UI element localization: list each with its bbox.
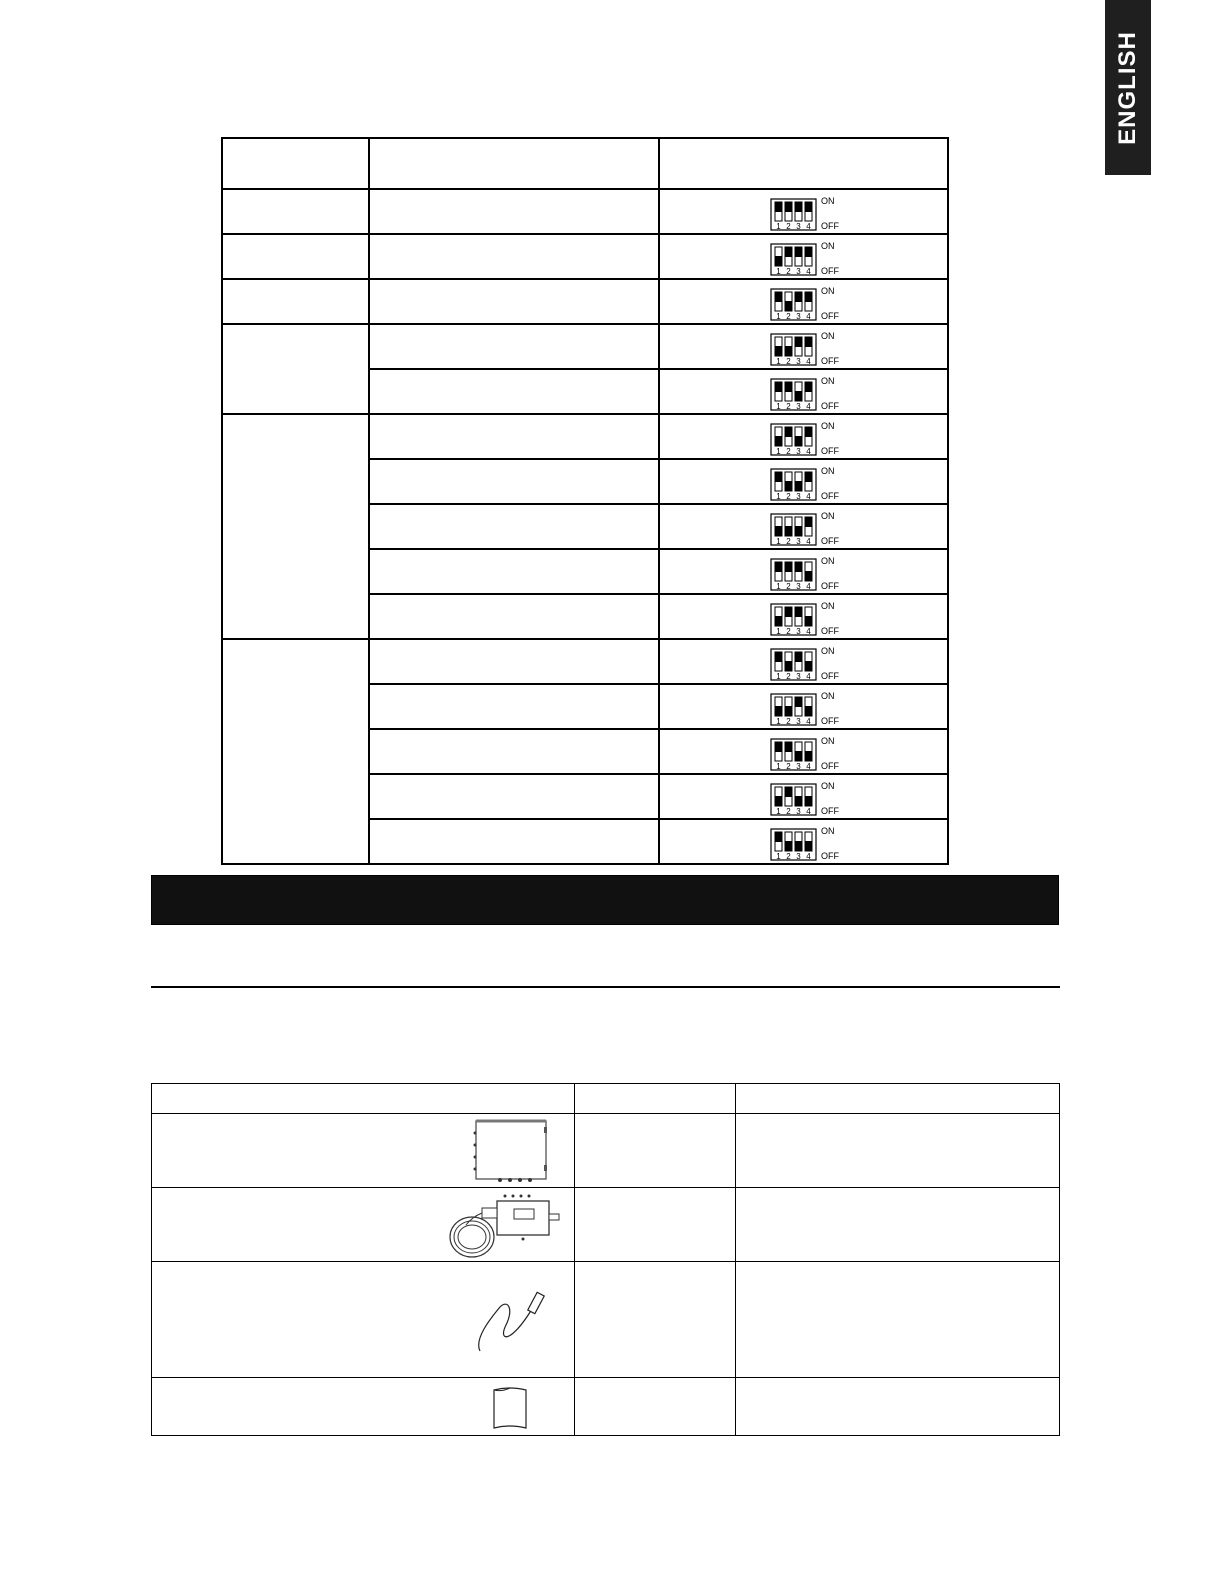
dip-number: 3 xyxy=(795,807,801,816)
dip-lever-off xyxy=(805,616,812,626)
dip-cell xyxy=(659,324,948,369)
dip-number: 2 xyxy=(785,627,791,636)
dip-switch-table xyxy=(221,137,949,865)
group-cell xyxy=(222,234,369,279)
off-label: OFF xyxy=(820,266,839,276)
dip-number: 3 xyxy=(795,852,801,861)
dip-number: 3 xyxy=(795,717,801,726)
dip-lever-off xyxy=(805,841,812,851)
dip-lever-on xyxy=(795,562,802,572)
dip-switch-13 xyxy=(770,780,850,816)
desc-cell xyxy=(369,549,658,594)
dip-lever-off xyxy=(775,256,782,266)
divider-line xyxy=(151,986,1060,988)
dip-switch-graphic xyxy=(770,195,850,231)
dip-lever-off xyxy=(775,706,782,716)
header-cell xyxy=(659,138,948,189)
part-cell xyxy=(736,1114,1060,1188)
dip-cell xyxy=(659,819,948,864)
off-label: OFF xyxy=(820,491,839,501)
part-cell xyxy=(575,1188,736,1262)
off-label: OFF xyxy=(820,851,839,861)
part-cell xyxy=(152,1114,575,1188)
dip-switch-9 xyxy=(770,600,850,636)
dip-number: 1 xyxy=(775,852,781,861)
dip-number: 4 xyxy=(805,672,811,681)
dip-number: 1 xyxy=(775,492,781,501)
dip-lever-on xyxy=(775,652,782,662)
off-label: OFF xyxy=(820,626,839,636)
dip-cell xyxy=(659,414,948,459)
dip-lever-off xyxy=(795,436,802,446)
dip-number: 3 xyxy=(795,447,801,456)
parts-header-cell xyxy=(575,1084,736,1114)
part-cell xyxy=(575,1262,736,1378)
dip-number: 2 xyxy=(785,357,791,366)
off-label: OFF xyxy=(820,716,839,726)
dip-cell xyxy=(659,639,948,684)
dip-number: 3 xyxy=(795,672,801,681)
on-label: ON xyxy=(820,466,835,476)
dip-number: 2 xyxy=(785,672,791,681)
parts-header-cell xyxy=(736,1084,1060,1114)
dip-number: 3 xyxy=(795,267,801,276)
desc-cell xyxy=(369,414,658,459)
desc-cell xyxy=(369,234,658,279)
dip-lever-off xyxy=(805,661,812,671)
dip-lever-on xyxy=(795,337,802,347)
part-cell xyxy=(152,1188,575,1262)
dip-number: 3 xyxy=(795,762,801,771)
dip-switch-graphic xyxy=(770,780,850,816)
part-cell xyxy=(152,1378,575,1436)
dip-lever-on xyxy=(785,202,792,212)
dip-number: 2 xyxy=(785,402,791,411)
language-tab-label: ENGLISH xyxy=(1114,30,1141,145)
dip-switch-0 xyxy=(770,195,850,231)
on-label: ON xyxy=(820,691,835,701)
dip-cell xyxy=(659,774,948,819)
dip-number: 1 xyxy=(775,222,781,231)
dip-lever-off xyxy=(785,346,792,356)
dip-switch-graphic xyxy=(770,420,850,456)
dip-number: 2 xyxy=(785,582,791,591)
dip-number: 4 xyxy=(805,357,811,366)
dip-switch-graphic xyxy=(770,330,850,366)
dip-switch-14 xyxy=(770,825,850,861)
desc-cell xyxy=(369,369,658,414)
off-label: OFF xyxy=(820,536,839,546)
dip-lever-on xyxy=(805,247,812,257)
group-cell xyxy=(222,639,369,864)
desc-cell xyxy=(369,459,658,504)
dip-switch-graphic xyxy=(770,600,850,636)
desc-cell xyxy=(369,729,658,774)
group-cell xyxy=(222,414,369,639)
dip-number: 4 xyxy=(805,582,811,591)
off-label: OFF xyxy=(820,761,839,771)
dip-lever-off xyxy=(785,661,792,671)
dip-number: 1 xyxy=(775,627,781,636)
on-label: ON xyxy=(820,826,835,836)
dip-lever-off xyxy=(795,751,802,761)
dip-switch-2 xyxy=(770,285,850,321)
dip-lever-on xyxy=(805,337,812,347)
desc-cell xyxy=(369,504,658,549)
dip-lever-on xyxy=(775,472,782,482)
desc-cell xyxy=(369,324,658,369)
dip-number: 1 xyxy=(775,582,781,591)
dip-lever-on xyxy=(795,652,802,662)
dip-cell xyxy=(659,684,948,729)
dip-switch-4 xyxy=(770,375,850,411)
sensor-unit-icon xyxy=(442,1191,567,1261)
dip-lever-on xyxy=(795,247,802,257)
dip-number: 1 xyxy=(775,717,781,726)
dip-number: 2 xyxy=(785,852,791,861)
dip-lever-off xyxy=(785,841,792,851)
on-label: ON xyxy=(820,196,835,206)
off-label: OFF xyxy=(820,221,839,231)
dip-lever-on xyxy=(775,562,782,572)
dip-lever-on xyxy=(775,832,782,842)
dip-number: 2 xyxy=(785,537,791,546)
dip-number: 2 xyxy=(785,312,791,321)
dip-number: 1 xyxy=(775,402,781,411)
on-label: ON xyxy=(820,286,835,296)
dip-number: 3 xyxy=(795,582,801,591)
off-label: OFF xyxy=(820,356,839,366)
dip-lever-off xyxy=(785,526,792,536)
dip-lever-off xyxy=(785,481,792,491)
dip-switch-7 xyxy=(770,510,850,546)
dip-lever-off xyxy=(795,841,802,851)
desc-cell xyxy=(369,684,658,729)
dip-lever-off xyxy=(785,706,792,716)
dip-lever-off xyxy=(795,391,802,401)
dip-number: 1 xyxy=(775,537,781,546)
dip-lever-off xyxy=(775,796,782,806)
part-cell xyxy=(736,1188,1060,1262)
dip-lever-off xyxy=(805,796,812,806)
dip-switch-graphic xyxy=(770,285,850,321)
dip-switch-3 xyxy=(770,330,850,366)
on-label: ON xyxy=(820,421,835,431)
on-label: ON xyxy=(820,331,835,341)
desc-cell xyxy=(369,594,658,639)
dip-lever-off xyxy=(785,301,792,311)
dip-number: 4 xyxy=(805,627,811,636)
dip-number: 4 xyxy=(805,222,811,231)
dip-number: 4 xyxy=(805,852,811,861)
header-cell xyxy=(369,138,658,189)
control-box-icon xyxy=(472,1117,552,1185)
desc-cell xyxy=(369,279,658,324)
part-cell xyxy=(152,1262,575,1378)
dip-number: 4 xyxy=(805,267,811,276)
dip-cell xyxy=(659,279,948,324)
on-label: ON xyxy=(820,601,835,611)
dip-cell xyxy=(659,594,948,639)
dip-cell xyxy=(659,189,948,234)
dip-switch-8 xyxy=(770,555,850,591)
dip-lever-off xyxy=(795,481,802,491)
dip-lever-on xyxy=(805,472,812,482)
desc-cell xyxy=(369,639,658,684)
dip-number: 4 xyxy=(805,762,811,771)
off-label: OFF xyxy=(820,401,839,411)
dip-lever-on xyxy=(795,202,802,212)
part-cell xyxy=(575,1114,736,1188)
group-cell xyxy=(222,279,369,324)
dip-lever-off xyxy=(805,751,812,761)
group-cell xyxy=(222,189,369,234)
dip-number: 4 xyxy=(805,717,811,726)
dip-number: 2 xyxy=(785,492,791,501)
on-label: ON xyxy=(820,376,835,386)
dip-number: 1 xyxy=(775,447,781,456)
dip-lever-on xyxy=(805,292,812,302)
dip-switch-graphic xyxy=(770,555,850,591)
dip-number: 3 xyxy=(795,492,801,501)
part-cell xyxy=(736,1262,1060,1378)
dip-lever-on xyxy=(805,202,812,212)
dip-number: 1 xyxy=(775,312,781,321)
dip-number: 1 xyxy=(775,807,781,816)
dip-lever-off xyxy=(775,616,782,626)
dip-switch-graphic xyxy=(770,690,850,726)
dip-switch-graphic xyxy=(770,510,850,546)
dip-lever-on xyxy=(775,202,782,212)
dip-switch-10 xyxy=(770,645,850,681)
dip-number: 4 xyxy=(805,312,811,321)
dip-number: 4 xyxy=(805,402,811,411)
dip-number: 3 xyxy=(795,312,801,321)
dip-lever-on xyxy=(775,292,782,302)
dip-number: 4 xyxy=(805,447,811,456)
dip-number: 4 xyxy=(805,492,811,501)
dip-lever-on xyxy=(795,697,802,707)
dip-cell xyxy=(659,459,948,504)
on-label: ON xyxy=(820,736,835,746)
dip-lever-on xyxy=(785,742,792,752)
dip-number: 2 xyxy=(785,807,791,816)
dip-number: 2 xyxy=(785,762,791,771)
dip-switch-1 xyxy=(770,240,850,276)
dip-switch-graphic xyxy=(770,465,850,501)
dip-switch-graphic xyxy=(770,240,850,276)
dip-lever-on xyxy=(805,517,812,527)
part-cell xyxy=(736,1378,1060,1436)
dip-number: 3 xyxy=(795,627,801,636)
dip-lever-on xyxy=(785,247,792,257)
dip-number: 1 xyxy=(775,267,781,276)
on-label: ON xyxy=(820,646,835,656)
dip-number: 3 xyxy=(795,402,801,411)
on-label: ON xyxy=(820,556,835,566)
dip-lever-off xyxy=(805,571,812,581)
dip-lever-off xyxy=(795,796,802,806)
off-label: OFF xyxy=(820,806,839,816)
dip-lever-on xyxy=(785,607,792,617)
dip-lever-on xyxy=(795,607,802,617)
dip-switch-graphic xyxy=(770,735,850,771)
dip-number: 3 xyxy=(795,357,801,366)
dip-number: 2 xyxy=(785,222,791,231)
dip-switch-5 xyxy=(770,420,850,456)
off-label: OFF xyxy=(820,671,839,681)
dip-lever-on xyxy=(785,787,792,797)
dip-lever-on xyxy=(775,382,782,392)
desc-cell xyxy=(369,774,658,819)
dip-lever-on xyxy=(805,382,812,392)
temperature-probe-icon xyxy=(470,1289,552,1353)
dip-lever-off xyxy=(805,706,812,716)
dip-switch-graphic xyxy=(770,825,850,861)
parts-table xyxy=(151,1083,1060,1436)
dip-number: 4 xyxy=(805,537,811,546)
dip-number: 1 xyxy=(775,672,781,681)
dip-switch-graphic xyxy=(770,645,850,681)
dip-lever-on xyxy=(785,427,792,437)
parts-header-cell xyxy=(152,1084,575,1114)
dip-switch-11 xyxy=(770,690,850,726)
desc-cell xyxy=(369,189,658,234)
part-cell xyxy=(575,1378,736,1436)
dip-lever-on xyxy=(785,382,792,392)
dip-lever-off xyxy=(795,526,802,536)
dip-number: 4 xyxy=(805,807,811,816)
dip-number: 3 xyxy=(795,537,801,546)
dip-lever-off xyxy=(775,346,782,356)
dip-switch-6 xyxy=(770,465,850,501)
on-label: ON xyxy=(820,781,835,791)
off-label: OFF xyxy=(820,311,839,321)
dip-cell xyxy=(659,504,948,549)
dip-number: 3 xyxy=(795,222,801,231)
dip-number: 2 xyxy=(785,717,791,726)
manual-booklet-icon xyxy=(490,1384,532,1430)
dip-number: 1 xyxy=(775,357,781,366)
off-label: OFF xyxy=(820,581,839,591)
dip-switch-12 xyxy=(770,735,850,771)
dip-lever-on xyxy=(785,562,792,572)
dip-lever-on xyxy=(795,292,802,302)
section-header-bar xyxy=(151,875,1059,925)
dip-cell xyxy=(659,549,948,594)
dip-lever-off xyxy=(775,526,782,536)
dip-number: 2 xyxy=(785,267,791,276)
desc-cell xyxy=(369,819,658,864)
header-cell xyxy=(222,138,369,189)
dip-lever-on xyxy=(775,742,782,752)
dip-number: 1 xyxy=(775,762,781,771)
group-cell xyxy=(222,324,369,414)
dip-cell xyxy=(659,729,948,774)
dip-cell xyxy=(659,234,948,279)
off-label: OFF xyxy=(820,446,839,456)
dip-switch-graphic xyxy=(770,375,850,411)
dip-lever-on xyxy=(805,427,812,437)
on-label: ON xyxy=(820,241,835,251)
dip-cell xyxy=(659,369,948,414)
language-tab xyxy=(1105,0,1151,175)
on-label: ON xyxy=(820,511,835,521)
dip-number: 2 xyxy=(785,447,791,456)
dip-lever-off xyxy=(775,436,782,446)
